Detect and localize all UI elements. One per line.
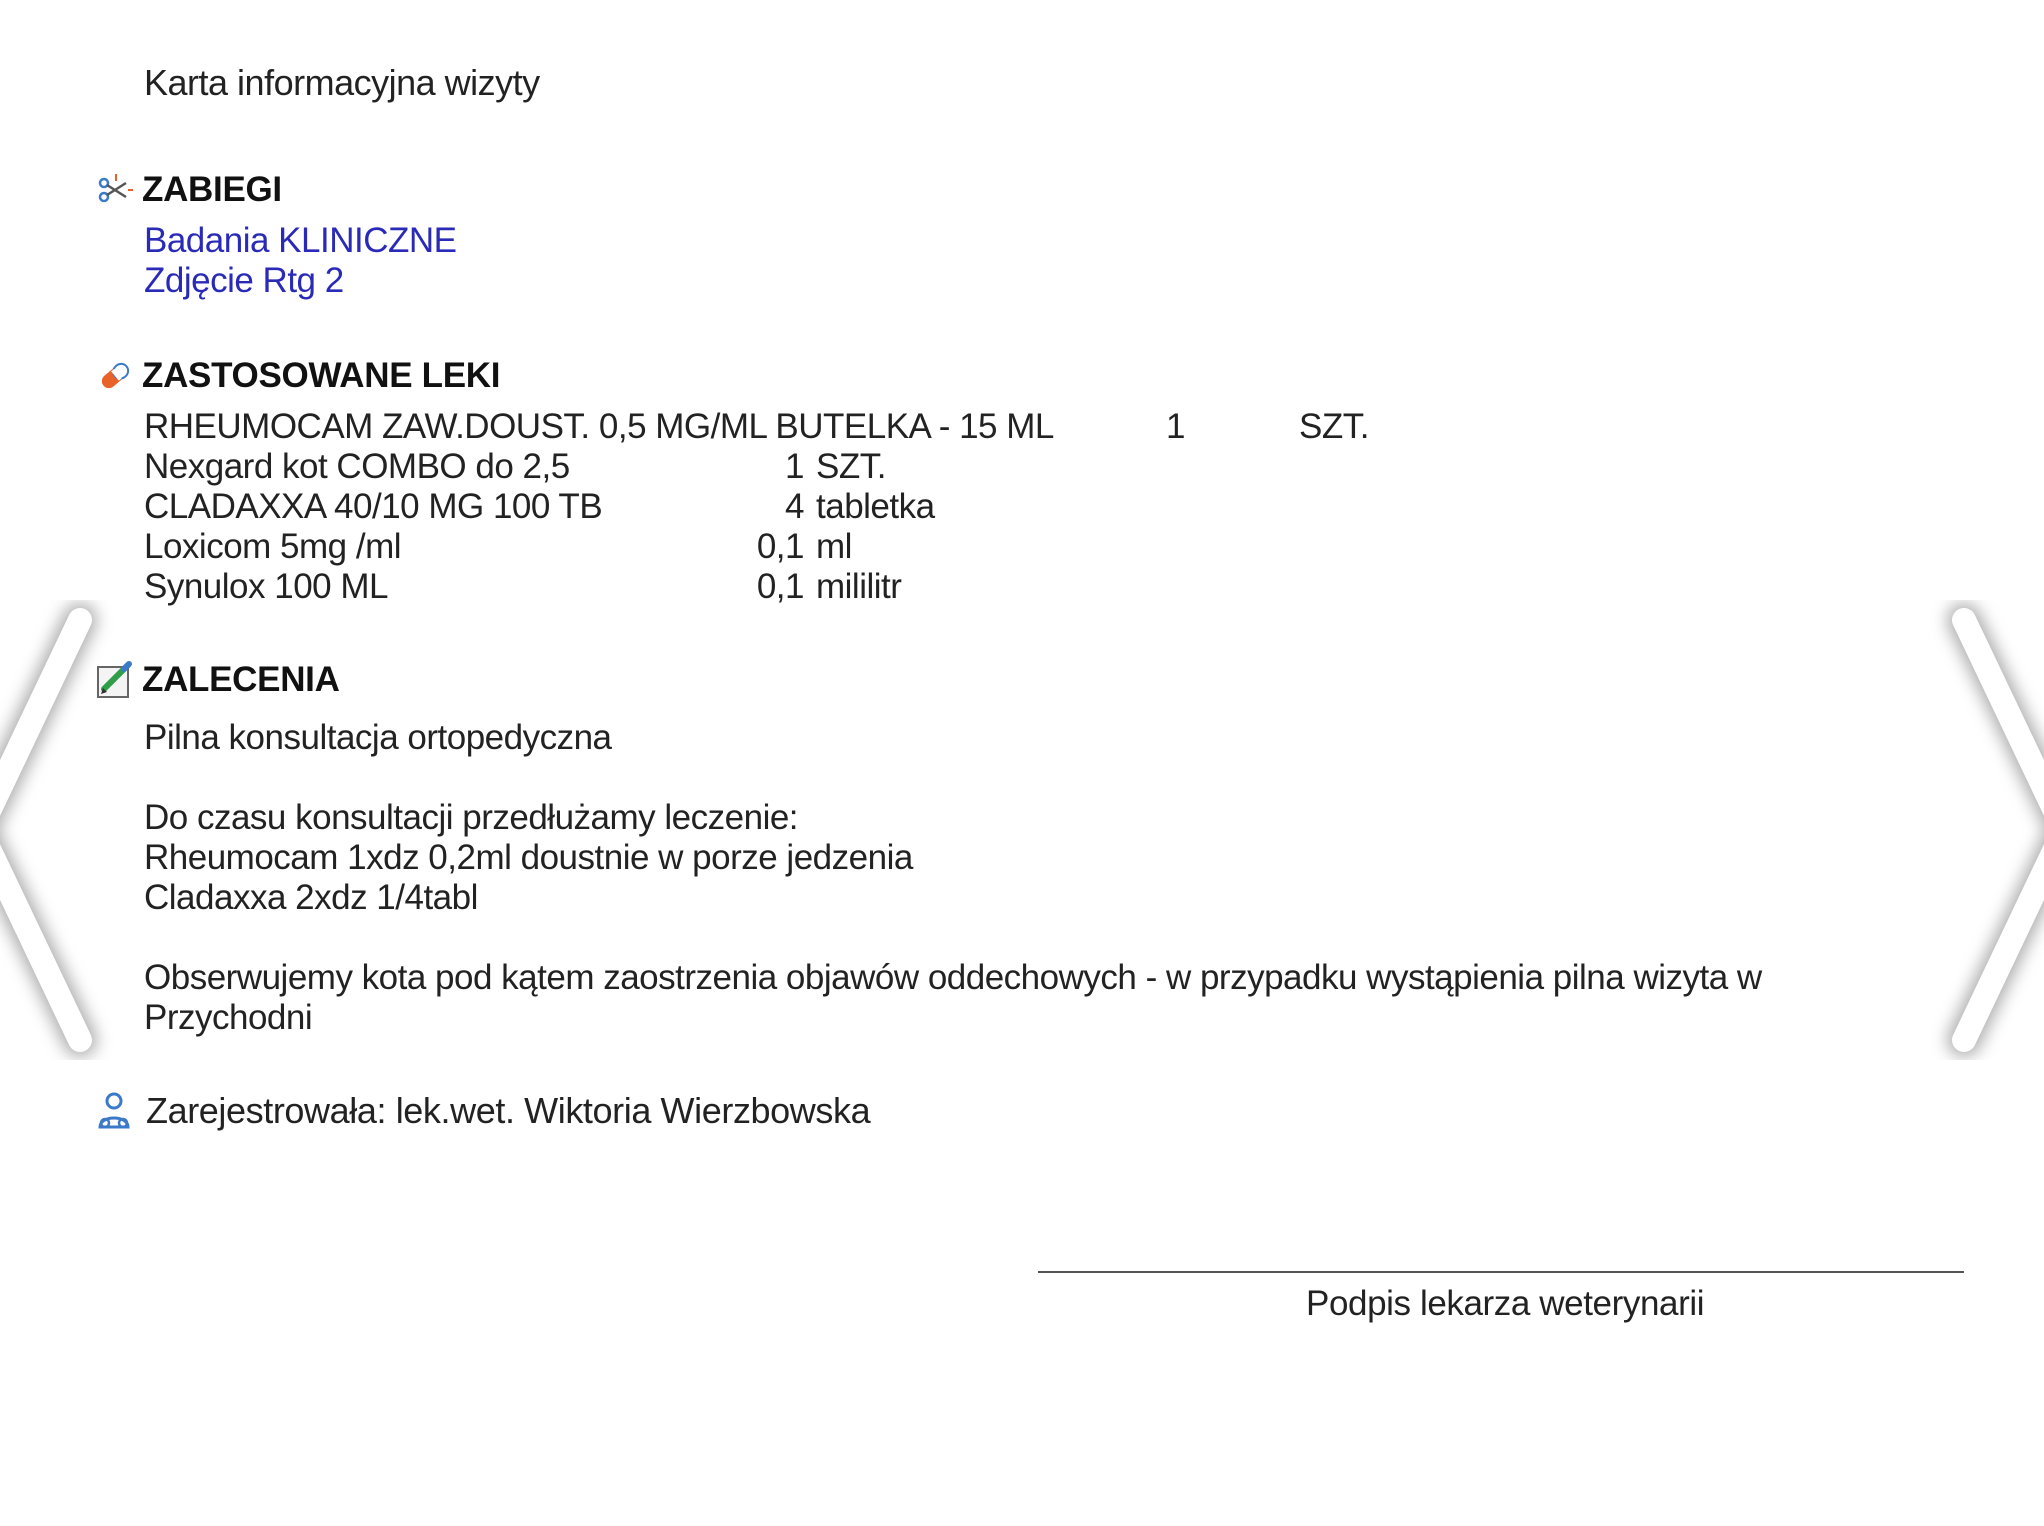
registered-text: Zarejestrowała: lek.wet. Wiktoria Wierzbowska <box>146 1090 871 1131</box>
procedures-list <box>144 221 456 301</box>
drug-name: Loxicom 5mg /ml <box>144 527 402 566</box>
medications-table <box>144 407 1444 607</box>
next-page-button[interactable] <box>1924 600 2044 1060</box>
recommendation-line: Rheumocam 1xdz 0,2ml doustnie w porze jedzenia <box>144 838 913 877</box>
recommendation-line: Obserwujemy kota pod kątem zaostrzenia objawów oddechowych - w przypadku wystąpienia pilna wizyta w <box>144 958 1762 997</box>
previous-page-button[interactable] <box>0 600 120 1060</box>
drug-qty: 1 <box>785 447 804 486</box>
drug-name: RHEUMOCAM ZAW.DOUST. 0,5 MG/ML BUTELKA - 15 ML <box>144 407 1054 446</box>
recommendations-header <box>96 660 340 700</box>
drug-unit: tabletka <box>816 487 935 526</box>
drug-unit: ml <box>816 527 852 566</box>
procedure-item: Badania KLINICZNE <box>144 221 457 260</box>
recommendations-heading: ZALECENIA <box>142 660 340 699</box>
medications-header <box>96 356 500 396</box>
drug-name: Synulox 100 ML <box>144 567 388 606</box>
drug-name: CLADAXXA 40/10 MG 100 TB <box>144 487 603 526</box>
chevron-right-icon <box>1924 600 2044 1060</box>
drug-name: Nexgard kot COMBO do 2,5 <box>144 447 570 486</box>
table-row <box>144 487 1444 527</box>
doctor-icon <box>94 1091 134 1131</box>
chevron-left-icon <box>0 600 120 1060</box>
recommendation-line: Przychodni <box>144 998 313 1037</box>
drug-unit: mililitr <box>816 567 902 606</box>
drug-qty: 1 <box>1166 407 1185 446</box>
signature-line <box>1038 1271 1964 1273</box>
signature-label: Podpis lekarza weterynarii <box>1306 1284 1705 1323</box>
recommendation-line: Pilna konsultacja ortopedyczna <box>144 718 612 757</box>
registered-by <box>94 1090 870 1132</box>
table-row <box>144 567 1444 607</box>
recommendation-line: Do czasu konsultacji przedłużamy leczenie: <box>144 798 799 837</box>
medications-heading: ZASTOSOWANE LEKI <box>142 356 501 395</box>
procedures-header <box>96 170 282 210</box>
scissors-icon <box>96 171 134 209</box>
procedure-item: Zdjęcie Rtg 2 <box>144 261 344 300</box>
document-title: Karta informacyjna wizyty <box>144 62 540 103</box>
drug-qty: 0,1 <box>756 567 804 606</box>
recommendation-line: Cladaxxa 2xdz 1/4tabl <box>144 878 478 917</box>
drug-qty: 0,1 <box>756 527 804 566</box>
table-row <box>144 447 1444 487</box>
drug-qty: 4 <box>785 487 804 526</box>
drug-unit: SZT. <box>1299 407 1369 446</box>
table-row <box>144 407 1444 447</box>
table-row <box>144 527 1444 567</box>
pill-icon <box>96 357 134 395</box>
recommendations-text <box>144 718 1924 1038</box>
procedures-heading: ZABIEGI <box>142 170 282 209</box>
drug-unit: SZT. <box>816 447 886 486</box>
